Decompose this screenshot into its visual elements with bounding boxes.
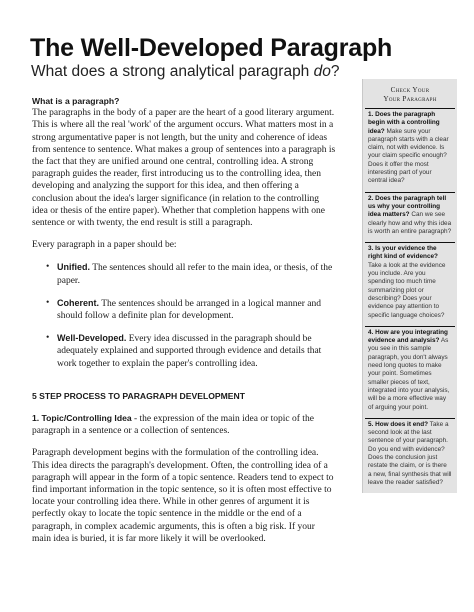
checklist-question: 1. Does the paragraph begin with a controlling idea?: [368, 111, 440, 135]
sidebar-checklist: [362, 79, 457, 493]
checklist-item-4: [365, 326, 455, 415]
checklist-question: 2. Does the paragraph tell us why your controlling idea matters?: [368, 194, 447, 219]
page-subtitle: [31, 63, 340, 81]
subtitle-text: What does a strong analytical paragraph: [31, 63, 314, 80]
section-heading-paragraph: What is a paragraph?: [32, 96, 120, 106]
bullet-dot: •: [46, 262, 50, 273]
bullet-dot: •: [46, 333, 50, 344]
bullet-unified: [46, 261, 336, 286]
sidebar-heading-line: Your Paragraph: [383, 95, 437, 103]
subtitle-end: ?: [330, 63, 340, 80]
development-paragraph: Paragraph development begins with the formulation of the controlling idea. This idea directs the paragraph's development. Often, the controlling idea of a paragraph will appear in the form of a topic sentence. Readers tend to expect to find important information in the topic sentence, so it is often most effective to locate your controlling idea there. While in other genres of argument it is perfectly okay to locate the topic sentence in the middle or the end of a paragraph, in complex academic arguments, this is often a big risk. If your main idea is buried, it is far more likely it will be overlooked.: [32, 448, 334, 544]
checklist-text: Make sure your paragraph starts with a clear claim, not with evidence. Is your claim specific enough? Does it offer the most interesting part of your central idea?: [368, 127, 449, 185]
checklist-text: Can we see clearly how and why this idea is worth an entire paragraph?: [368, 211, 452, 235]
step-one-term: 1. Topic/Controlling Idea: [32, 413, 132, 424]
bullet-dot: •: [46, 297, 50, 308]
intro-paragraph: The paragraphs in the body of a paper are the heart of a good literary argument. This is where all the real 'work' of the argument occurs. What matters most in a strong argumentative paper is not length, but the unity and coherence of ideas from sentence to sentence. What makes a group of sentences into a paragraph is the fact that they are unified around one central, controlling idea. A strong paragraph guides the reader, first introducing us to the controlling idea, then developing and analyzing the support for this idea, and then offering a conclusion about the idea's larger significance (in relation to the controlling idea or thesis of the entire paper). Whether that completion happens with one sentence or with twenty, the end result is still a paragraph.: [32, 108, 336, 229]
page-title: The Well-Developed Paragraph: [30, 34, 393, 62]
bullet-term: Coherent.: [57, 297, 100, 308]
checklist-text: Take a look at the evidence you include. Are you spending too much time summarizing plot or describing? Does your evidence pay attention to specific language choices?: [368, 261, 446, 319]
subtitle-emphasis: do: [313, 63, 331, 80]
sidebar-heading-line: Check Your: [390, 86, 430, 94]
bullet-text: Every idea discussed in the paragraph should be adequately explained and supported through evidence and details that work together to explain the paper's controlling idea.: [57, 334, 322, 369]
checklist-item-2: [365, 192, 455, 239]
step-one: [32, 412, 336, 437]
checklist-item-1: [365, 108, 455, 189]
checklist-text: Take a second look at the last sentence of your paragraph. Do you end with evidence? Does the conclusion just restate the claim, or is there a new, final synthesis that will leave the reader satisfied?: [368, 420, 452, 486]
bullet-term: Unified.: [57, 262, 90, 273]
sidebar-heading: [363, 79, 457, 108]
bullet-coherent: [46, 297, 336, 322]
checklist-question: 4. How are you integrating evidence and analysis?: [368, 328, 448, 345]
list-intro: Every paragraph in a paper should be:: [32, 240, 177, 251]
step-one-text: - the expression of the main idea or topic of the paragraph in a sentence or a collection of sentences.: [32, 414, 314, 437]
checklist-text: As you see in this sample paragraph, you don't always need long quotes to make your point. Sometimes smaller pieces of text, integrated into your analysis, will be a more effective way of arguing your point.: [368, 337, 450, 411]
checklist-item-5: [365, 418, 455, 490]
bullet-term: Well-Developed.: [57, 333, 127, 344]
section-heading-process: 5 STEP PROCESS TO PARAGRAPH DEVELOPMENT: [32, 390, 245, 401]
checklist-question: 5. How does it end?: [368, 420, 429, 428]
bullet-text: The sentences should be arranged in a logical manner and should follow a definite plan for development.: [57, 298, 321, 322]
bullet-well-developed: [46, 332, 336, 370]
main-column: [32, 95, 336, 545]
checklist-question: 3. Is your evidence the right kind of evidence?: [368, 245, 438, 261]
bullet-text: The sentences should all refer to the main idea, or thesis, of the paper.: [57, 263, 333, 286]
checklist-item-3: [365, 242, 455, 323]
